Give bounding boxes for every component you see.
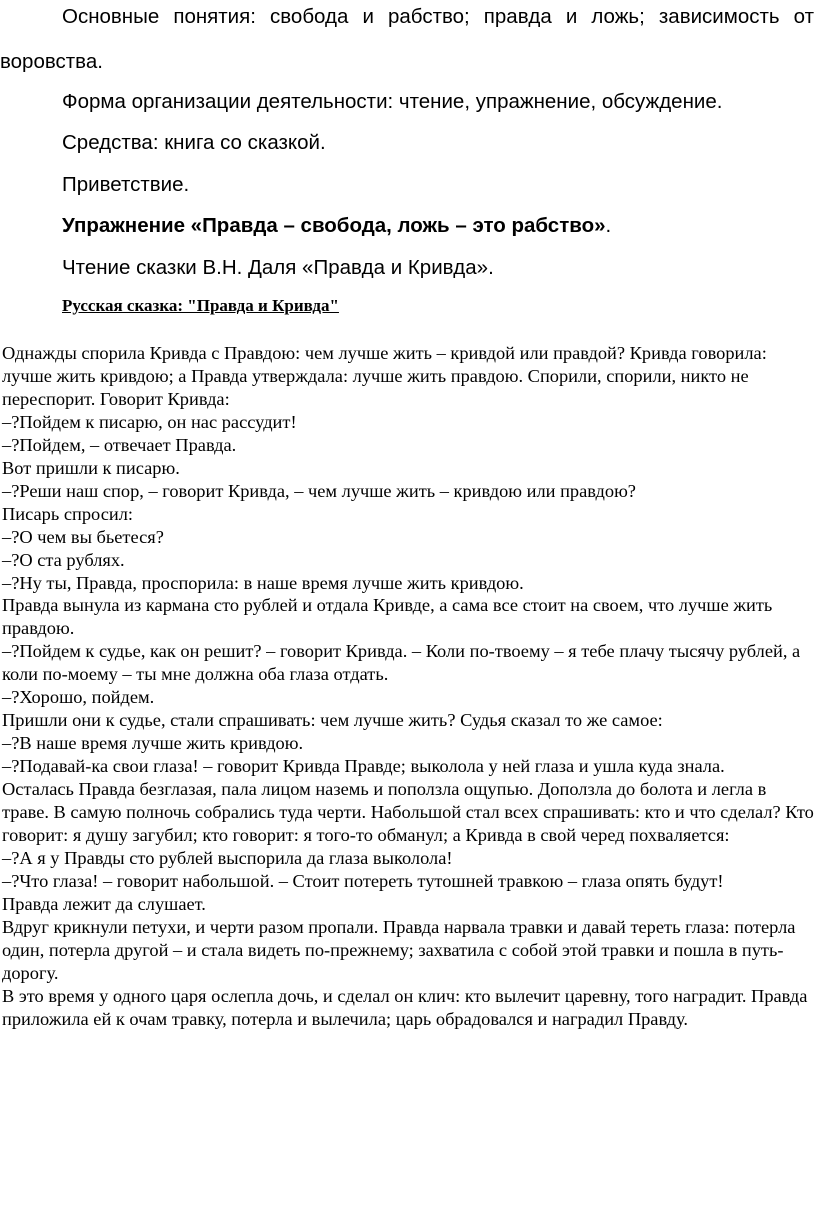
story-paragraph: Пришли они к судье, стали спрашивать: чем лучше жить? Судья сказал то же самое: [2, 710, 663, 731]
story-paragraph: –?Что глаза! – говорит набольшой. – Стоит потереть тутошней травкою – глаза опять будут! [2, 870, 724, 891]
story-paragraph: –?О чем вы бьетеся? [2, 526, 164, 547]
story-text [2, 342, 814, 1031]
story-paragraph: В это время у одного царя ослепла дочь, и сделал он клич: кто вылечит царевну, того наградит. Правда приложила ей к очам травку, потерла и вылечила; царь обрадовался и наградил Правду. [2, 985, 808, 1029]
story-title: Русская сказка: "Правда и Кривда" [62, 296, 339, 315]
exercise-title: Упражнение «Правда – свобода, ложь – это рабство» [62, 214, 606, 237]
story-paragraph: –?Пойдем к писарю, он нас рассудит! [2, 411, 297, 432]
story-paragraph: Правда вынула из кармана сто рублей и отдала Кривде, а сама все стоит на своем, что лучше жить правдою. [2, 595, 773, 639]
story-paragraph: Правда лежит да слушает. [2, 893, 206, 914]
exercise-period: . [605, 214, 612, 237]
story-paragraph: Вот пришли к писарю. [2, 457, 180, 478]
story-paragraph: –?В наше время лучше жить кривдою. [2, 733, 304, 754]
story-paragraph: –?Ну ты, Правда, проспорила: в наше время лучше жить кривдою. [2, 572, 524, 593]
story-paragraph: Вдруг крикнули петухи, и черти разом пропали. Правда нарвала травки и давай тереть глаза: потерла один, потерла другой – и стала видеть по-прежнему; захватила с собой этой травки и пошла в путь-дорогу. [2, 916, 796, 983]
story-paragraph: Писарь спросил: [2, 503, 133, 524]
exercise-line [0, 214, 816, 238]
activity-form: Форма организации деятельности: чтение, упражнение, обсуждение. [62, 90, 723, 113]
story-paragraph: Осталась Правда безглазая, пала лицом наземь и поползла ощупью. Доползла до болота и легла в траве. В самую полночь собрались туда черти. Набольшой стал всех спрашивать: кто и что сделал? Кто говорит: я душу загубил; кто говорит: я того-то обманул; а Кривда в свой черед похваляется: [2, 779, 814, 846]
story-paragraph: –?Реши наш спор, – говорит Кривда, – чем лучше жить – кривдою или правдою? [2, 480, 636, 501]
story-paragraph: –?О ста рублях. [2, 549, 125, 570]
key-concepts-continuation: воровства. [0, 50, 103, 73]
reading-line: Чтение сказки В.Н. Даля «Правда и Кривда». [62, 256, 494, 279]
story-paragraph: –?Пойдем, – отвечает Правда. [2, 434, 237, 455]
key-concepts-line: Основные понятия: свобода и рабство; правда и ложь; зависимость от [62, 5, 814, 28]
story-paragraph: Однажды спорила Кривда с Правдою: чем лучше жить – кривдой или правдой? Кривда говорила: лучше жить кривдою; а Правда утверждала: лучше жить правдою. Спорили, спорили, никто не переспорит. Говорит Кривда: [2, 343, 767, 409]
story-paragraph: –?Хорошо, пойдем. [2, 687, 155, 708]
story-paragraph: –?Пойдем к судье, как он решит? – говорит Кривда. – Коли по-твоему – я тебе плачу тысячу рублей, а коли по-моему – ты мне должна оба глаза отдать. [2, 641, 801, 685]
story-paragraph: –?А я у Правды сто рублей выспорила да глаза выколола! [2, 847, 453, 868]
materials: Средства: книга со сказкой. [62, 131, 326, 154]
story-paragraph: –?Подавай-ка свои глаза! – говорит Кривда Правде; выколола у ней глаза и ушла куда знала. [2, 756, 725, 777]
greeting: Приветствие. [62, 173, 190, 196]
